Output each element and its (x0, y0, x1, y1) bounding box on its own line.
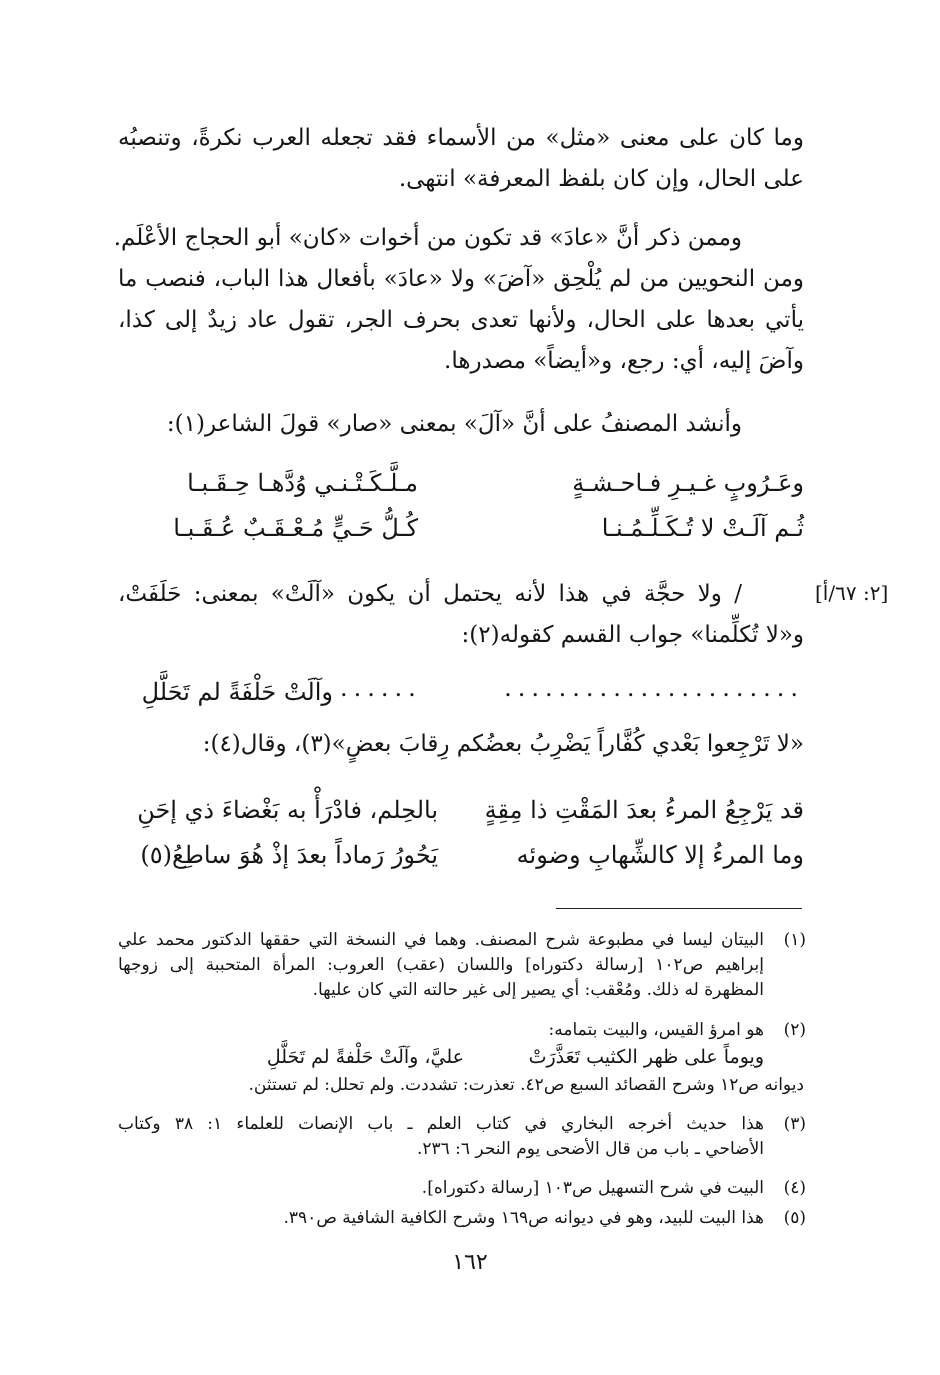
verse-second-hemistich: عليَّ، وآلَتْ حَلْفةً لم تَحَلَّلِ (266, 1046, 464, 1068)
verse-second-hemistich: يَحُورُ رَماداً بعدَ إذْ هُوَ ساطِعُ(٥) (140, 841, 438, 869)
footnote-number: (١) (783, 930, 806, 950)
footnote-line: هذا حديث أخرجه البخاري في كتاب العلم ـ باب الإنصات للعلماء ١: ٣٨ وكتاب (118, 1114, 764, 1134)
verse-block-3 (118, 790, 804, 880)
footnote-separator (556, 908, 802, 909)
text-line: وأنشد المصنفُ على أنَّ «آلَ» بمعنى «صار» قولَ الشاعر(١): (166, 411, 742, 437)
text-line: / ولا حجَّة في هذا لأنه يحتمل أن يكون «آلَتْ» بمعنى: حَلَفَتْ، (118, 581, 742, 607)
page-number: ١٦٢ (452, 1250, 488, 1275)
verse-block-2 (118, 672, 804, 716)
verse-first-hemistich: وما المرءُ إلا كالشِّهابِ وضوئه (516, 841, 804, 869)
footnote-3 (118, 1112, 804, 1162)
verse-second-hemistich: كُـلُّ حَـيٍّ مُـعْـقَـبٌ عُـقَـبـا (173, 514, 418, 542)
footnote-line: ديوانه ص١٢ وشرح القصائد السبع ص٤٢. تعذرت: تشددت. ولم تحلل: لم تستثن. (248, 1075, 804, 1095)
footnote-2 (118, 1018, 804, 1098)
footnote-number: (٣) (783, 1114, 806, 1134)
footnote-number: (٤) (783, 1178, 806, 1198)
verse-second-hemistich: وآلَتْ حَلْفَةً لم تَحَلَّلِ (141, 678, 333, 706)
footnote-line: الأضاحي ـ باب من قال الأضحى يوم النحر ٦: ٢٣٦. (416, 1139, 764, 1159)
verse-first-hemistich: ثُـم آلَـتْ لا تُـكَـلِّـمُـنـا (601, 514, 804, 542)
footnote-number: (٥) (783, 1208, 806, 1228)
footnote-5 (118, 1206, 804, 1231)
verse-first-hemistich: قد يَرْجِعُ المرءُ بعدَ المَقْتِ ذا مِقِةٍ (484, 796, 804, 824)
footnote-line: إبراهيم ص١٠٢ [رسالة دكتوراه] واللسان (عقب) العروب: المرأة المتحببة إلى زوجها (118, 955, 764, 975)
verse-first-hemistich: ويوماً على ظهر الكثيب تَعَذَّرَتْ (528, 1046, 764, 1068)
elided-dots: ...... (340, 674, 422, 702)
text-line: وممن ذكر أنَّ «عادَ» قد تكون من أخوات «كان» أبو الحجاج الأعْلَم. (113, 225, 742, 251)
text-line: ومن النحويين من لم يُلْحِق «آضَ» ولا «عادَ» بأفعال هذا الباب، فنصب ما (118, 266, 804, 292)
text-line: «لا تَرْجِعوا بَعْدي كُفَّاراً يَضْرِبُ بعضُكم رِقابَ بعضٍ»(٣)، وقال(٤): (202, 731, 804, 757)
elided-hemistich-dots: ...................... (504, 674, 804, 702)
footnote-line: المظهرة له ذلك. ومُعْقب: أي يصير إلى غير حالته التي كان عليها. (312, 980, 764, 1000)
footnote-verse (118, 1043, 764, 1073)
paragraph-2 (113, 218, 804, 382)
footnote-line: هو امرؤ القيس، والبيت بتمامه: (548, 1020, 764, 1040)
verse-second-hemistich: مـلَّـكَـتْـنـي وُدَّهـا حِـقَـبـا (187, 469, 418, 497)
margin-manuscript-reference: [٢: ٦٧/أ] (815, 581, 889, 605)
paragraph-4 (118, 574, 804, 656)
verse-block-1 (118, 463, 804, 553)
text-line: وما كان على معنى «مثل» من الأسماء فقد تجعله العرب نكرةً، وتنصبُه (118, 125, 804, 151)
paragraph-5 (118, 724, 804, 765)
footnote-line: البيت في شرح التسهيل ص١٠٣ [رسالة دكتوراه]. (421, 1178, 764, 1198)
paragraph-1 (118, 118, 804, 200)
verse-first-hemistich: وعَـرُوبٍ غـيـرِ فـاحـشـةٍ (572, 469, 804, 497)
footnote-line: البيتان ليسا في مطبوعة شرح المصنف. وهما في النسخة التي حققها الدكتور محمد علي (118, 930, 764, 950)
text-line: على الحال، وإن كان بلفظ المعرفة» انتهى. (398, 166, 804, 192)
footnote-line: هذا البيت للبيد، وهو في ديوانه ص١٦٩ وشرح الكافية الشافية ص٣٩٠. (283, 1208, 764, 1228)
verse-second-hemistich: بالحِلم، فادْرَأْ به بَغْضاءَ ذي إحَنِ (137, 796, 438, 824)
footnote-number: (٢) (783, 1020, 806, 1040)
footnote-1 (118, 928, 804, 1003)
footnote-4 (118, 1176, 804, 1201)
text-line: و«لا تُكلِّمنا» جواب القسم كقوله(٢): (461, 622, 804, 648)
text-line: يأتي بعدها على الحال، ولأنها تعدى بحرف الجر، تقول عاد زيدٌ إلى كذا، (118, 307, 804, 333)
text-line: وآضَ إليه، أي: رجع، و«أيضاً» مصدرها. (444, 348, 804, 374)
paragraph-3 (118, 404, 804, 445)
